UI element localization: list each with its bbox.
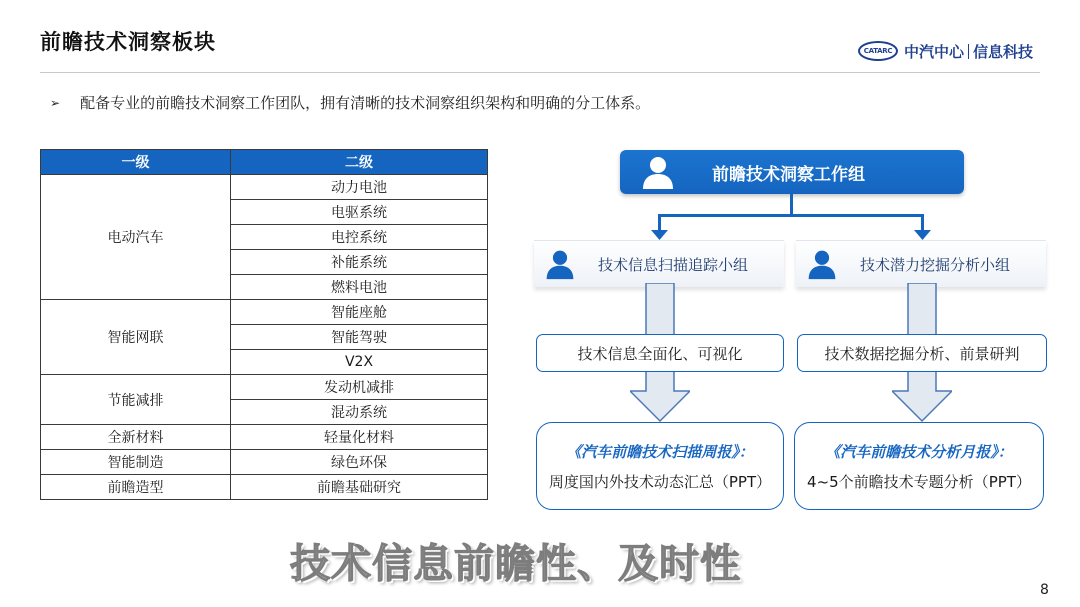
level2-cell: 混动系统 — [231, 400, 488, 425]
connector-arrowhead-icon — [914, 230, 931, 240]
workgroup-box — [620, 150, 964, 194]
table-row — [41, 375, 488, 400]
connector-line — [790, 194, 793, 216]
level2-cell: 智能驾驶 — [231, 325, 488, 350]
level2-cell: V2X — [231, 350, 488, 375]
catarc-logo-icon: CATARC — [858, 41, 898, 61]
team-box-scanning — [534, 240, 784, 287]
team-label: 技术信息扫描追踪小组 — [598, 255, 749, 274]
level2-cell: 补能系统 — [231, 250, 488, 275]
level2-cell: 电控系统 — [231, 225, 488, 250]
team-label: 技术潜力挖掘分析小组 — [860, 255, 1011, 274]
person-icon — [640, 154, 676, 190]
company-logo — [858, 40, 1033, 62]
arrow-bullet-icon: ➢ — [50, 95, 61, 110]
report-box-monthly — [794, 422, 1044, 510]
person-icon — [806, 248, 838, 280]
level2-cell: 发动机减排 — [231, 375, 488, 400]
workgroup-label: 前瞻技术洞察工作组 — [712, 164, 865, 185]
person-icon — [544, 248, 576, 280]
logo-right-text: 信息科技 — [973, 42, 1034, 61]
level1-cell: 智能网联 — [41, 300, 231, 375]
table-row — [41, 475, 488, 500]
connector-line — [658, 214, 924, 217]
team-box-mining — [796, 240, 1046, 287]
header-divider — [40, 72, 1040, 73]
report-title: 《汽车前瞻技术扫描周报》： — [566, 443, 754, 461]
level2-cell: 前瞻基础研究 — [231, 475, 488, 500]
report-description: 周度国内外技术动态汇总（PPT） — [548, 473, 772, 491]
report-description: 4~5个前瞻技术专题分析（PPT） — [807, 473, 1031, 491]
level1-cell: 电动汽车 — [41, 175, 231, 300]
table-row — [41, 425, 488, 450]
level2-cell: 燃料电池 — [231, 275, 488, 300]
classification-table — [40, 149, 488, 500]
report-box-weekly — [536, 422, 784, 510]
logo-text — [904, 41, 1033, 62]
intro-bullet — [50, 92, 650, 113]
table-header-row — [41, 150, 488, 175]
table-row — [41, 175, 488, 200]
header-level2: 二级 — [231, 150, 488, 175]
level1-cell: 节能减排 — [41, 375, 231, 425]
report-title: 《汽车前瞻技术分析月报》： — [825, 443, 1013, 461]
level2-cell: 智能座舱 — [231, 300, 488, 325]
connector-arrowhead-icon — [651, 230, 668, 240]
logo-left-text: 中汽中心 — [904, 42, 965, 61]
level1-cell: 前瞻造型 — [41, 475, 231, 500]
level1-cell: 智能制造 — [41, 450, 231, 475]
table-row — [41, 450, 488, 475]
header-level1: 一级 — [41, 150, 231, 175]
level2-cell: 绿色环保 — [231, 450, 488, 475]
table-row — [41, 300, 488, 325]
level1-cell: 全新材料 — [41, 425, 231, 450]
task-box-scanning: 技术信息全面化、可视化 — [536, 334, 784, 372]
level2-cell: 轻量化材料 — [231, 425, 488, 450]
level2-cell: 电驱系统 — [231, 200, 488, 225]
task-box-mining: 技术数据挖掘分析、前景研判 — [797, 334, 1047, 372]
slogan-banner: 技术信息前瞻性、及时性 — [290, 541, 741, 587]
intro-text: 配备专业的前瞻技术洞察工作团队，拥有清晰的技术洞察组织架构和明确的分工体系。 — [80, 94, 651, 112]
level2-cell: 动力电池 — [231, 175, 488, 200]
logo-separator — [968, 44, 969, 59]
page-number: 8 — [1040, 582, 1049, 598]
page-title: 前瞻技术洞察板块 — [40, 30, 216, 54]
